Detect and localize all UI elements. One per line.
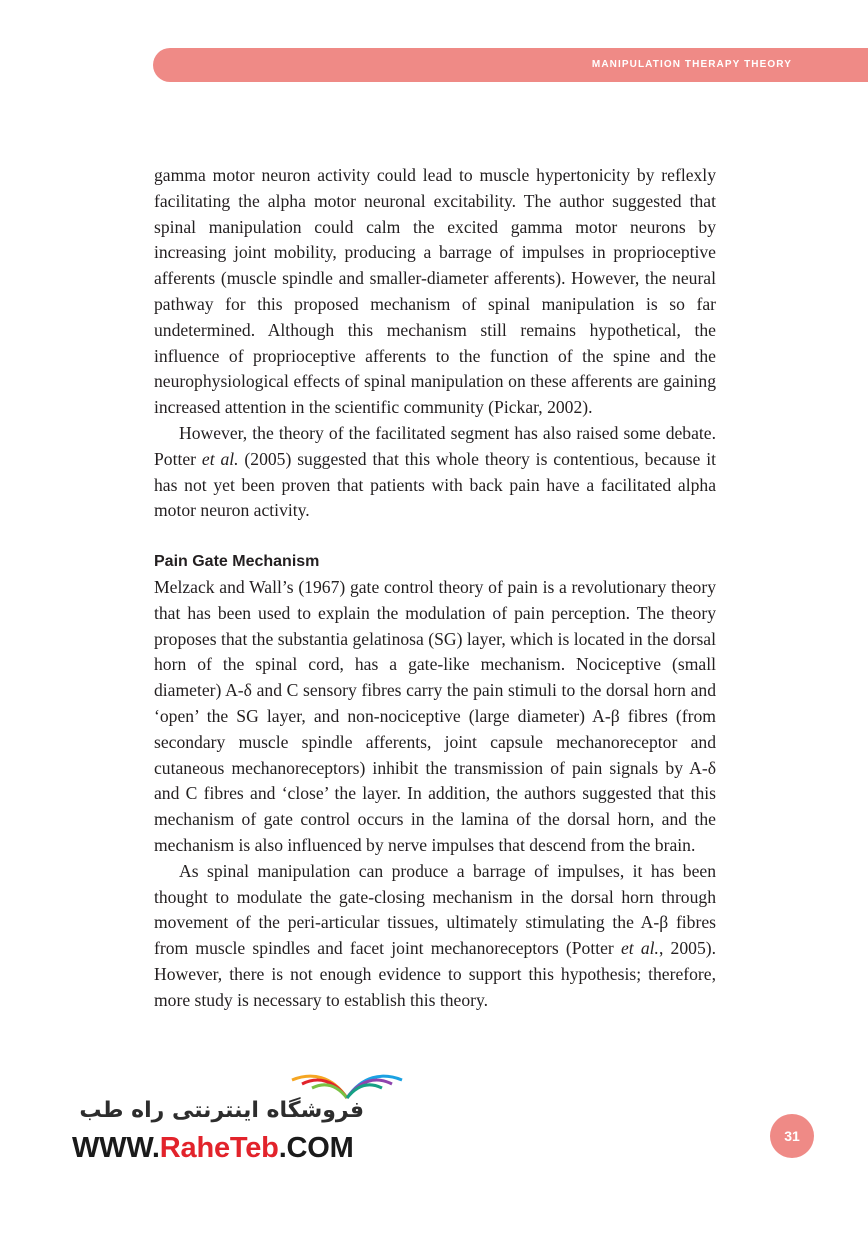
paragraph-4-text-a: As spinal manipulation can produce a barrage of impulses, it has been thought to modulate the gate-closing mechanism in the dorsal horn through movement of the peri-articular tissues, ultimately stimulating the A-β fibres from muscle spindles and facet joint mechanoreceptors (Potter [154,860,716,959]
watermark-url-suffix: .COM [278,1132,354,1164]
running-header-title: MANIPULATION THERAPY THEORY [591,59,792,70]
paragraph-2-text-a: However, the theory of the facilitated segment has also raised some debate. Potter [154,422,716,469]
watermark-logo [72,1082,372,1167]
section-heading: Pain Gate Mechanism [154,553,320,571]
page-number-badge: 31 [770,1114,814,1158]
paragraph-1: gamma motor neuron activity could lead to muscle hypertonicity by reflexly facilitating the alpha motor neuronal excitability. The author suggested that spinal manipulation could calm the excited gamma motor neurons by increasing joint mobility, producing a barrage of impulses in proprioceptive afferents (muscle spindle and smaller-diameter afferents). However, the neural pathway for this proposed mechanism of spinal manipulation is so far undetermined. Although this mechanism still remains hypothetical, the influence of proprioceptive afferents to the function of the spine and the neurophysiological effects of spinal manipulation on these afferents are gaining increased attention in the scientific community (Pickar, 2002). [154,165,716,418]
watermark-url-prefix: WWW. [72,1132,160,1164]
watermark-persian-text: فروشگاه اینترنتی راه طب [79,1098,364,1123]
paragraph-4-text-b: , 2005). However, there is not enough evidence to support this hypothesis; therefore, more study is necessary to establish this theory. [154,938,716,1010]
paragraph-4-et-al: et al. [620,938,659,959]
paragraph-4 [154,859,716,1014]
paragraph-2 [154,421,716,524]
main-text [154,163,716,1014]
watermark-url-brand: RaheTeb [159,1132,279,1164]
watermark-url [72,1132,354,1165]
paragraph-2-text-b: (2005) suggested that this whole theory is contentious, because it has not yet been proven that patients with back pain have a facilitated alpha motor neuron activity. [154,448,716,521]
paragraph-3: Melzack and Wall’s (1967) gate control theory of pain is a revolutionary theory that has been used to explain the modulation of pain perception. The theory proposes that the substantia gelatinosa (SG) layer, which is located in the dorsal horn of the spinal cord, has a gate-like mechanism. Nociceptive (small diameter) A-δ and C sensory fibres carry the pain stimuli to the dorsal horn and ‘open’ the SG layer, and non-nociceptive (large diameter) A-β fibres (from secondary muscle spindle afferents, joint capsule mechanoreceptor and cutaneous mechanoreceptors) inhibit the transmission of pain signals by A-δ and C fibres and ‘close’ the layer. In addition, the authors suggested that this mechanism of gate control occurs in the lamina of the dorsal horn, and the mechanism is also influenced by nerve impulses that descend from the brain. [154,576,716,855]
running-header-bar [153,48,868,82]
paragraph-2-et-al: et al. [201,448,239,469]
